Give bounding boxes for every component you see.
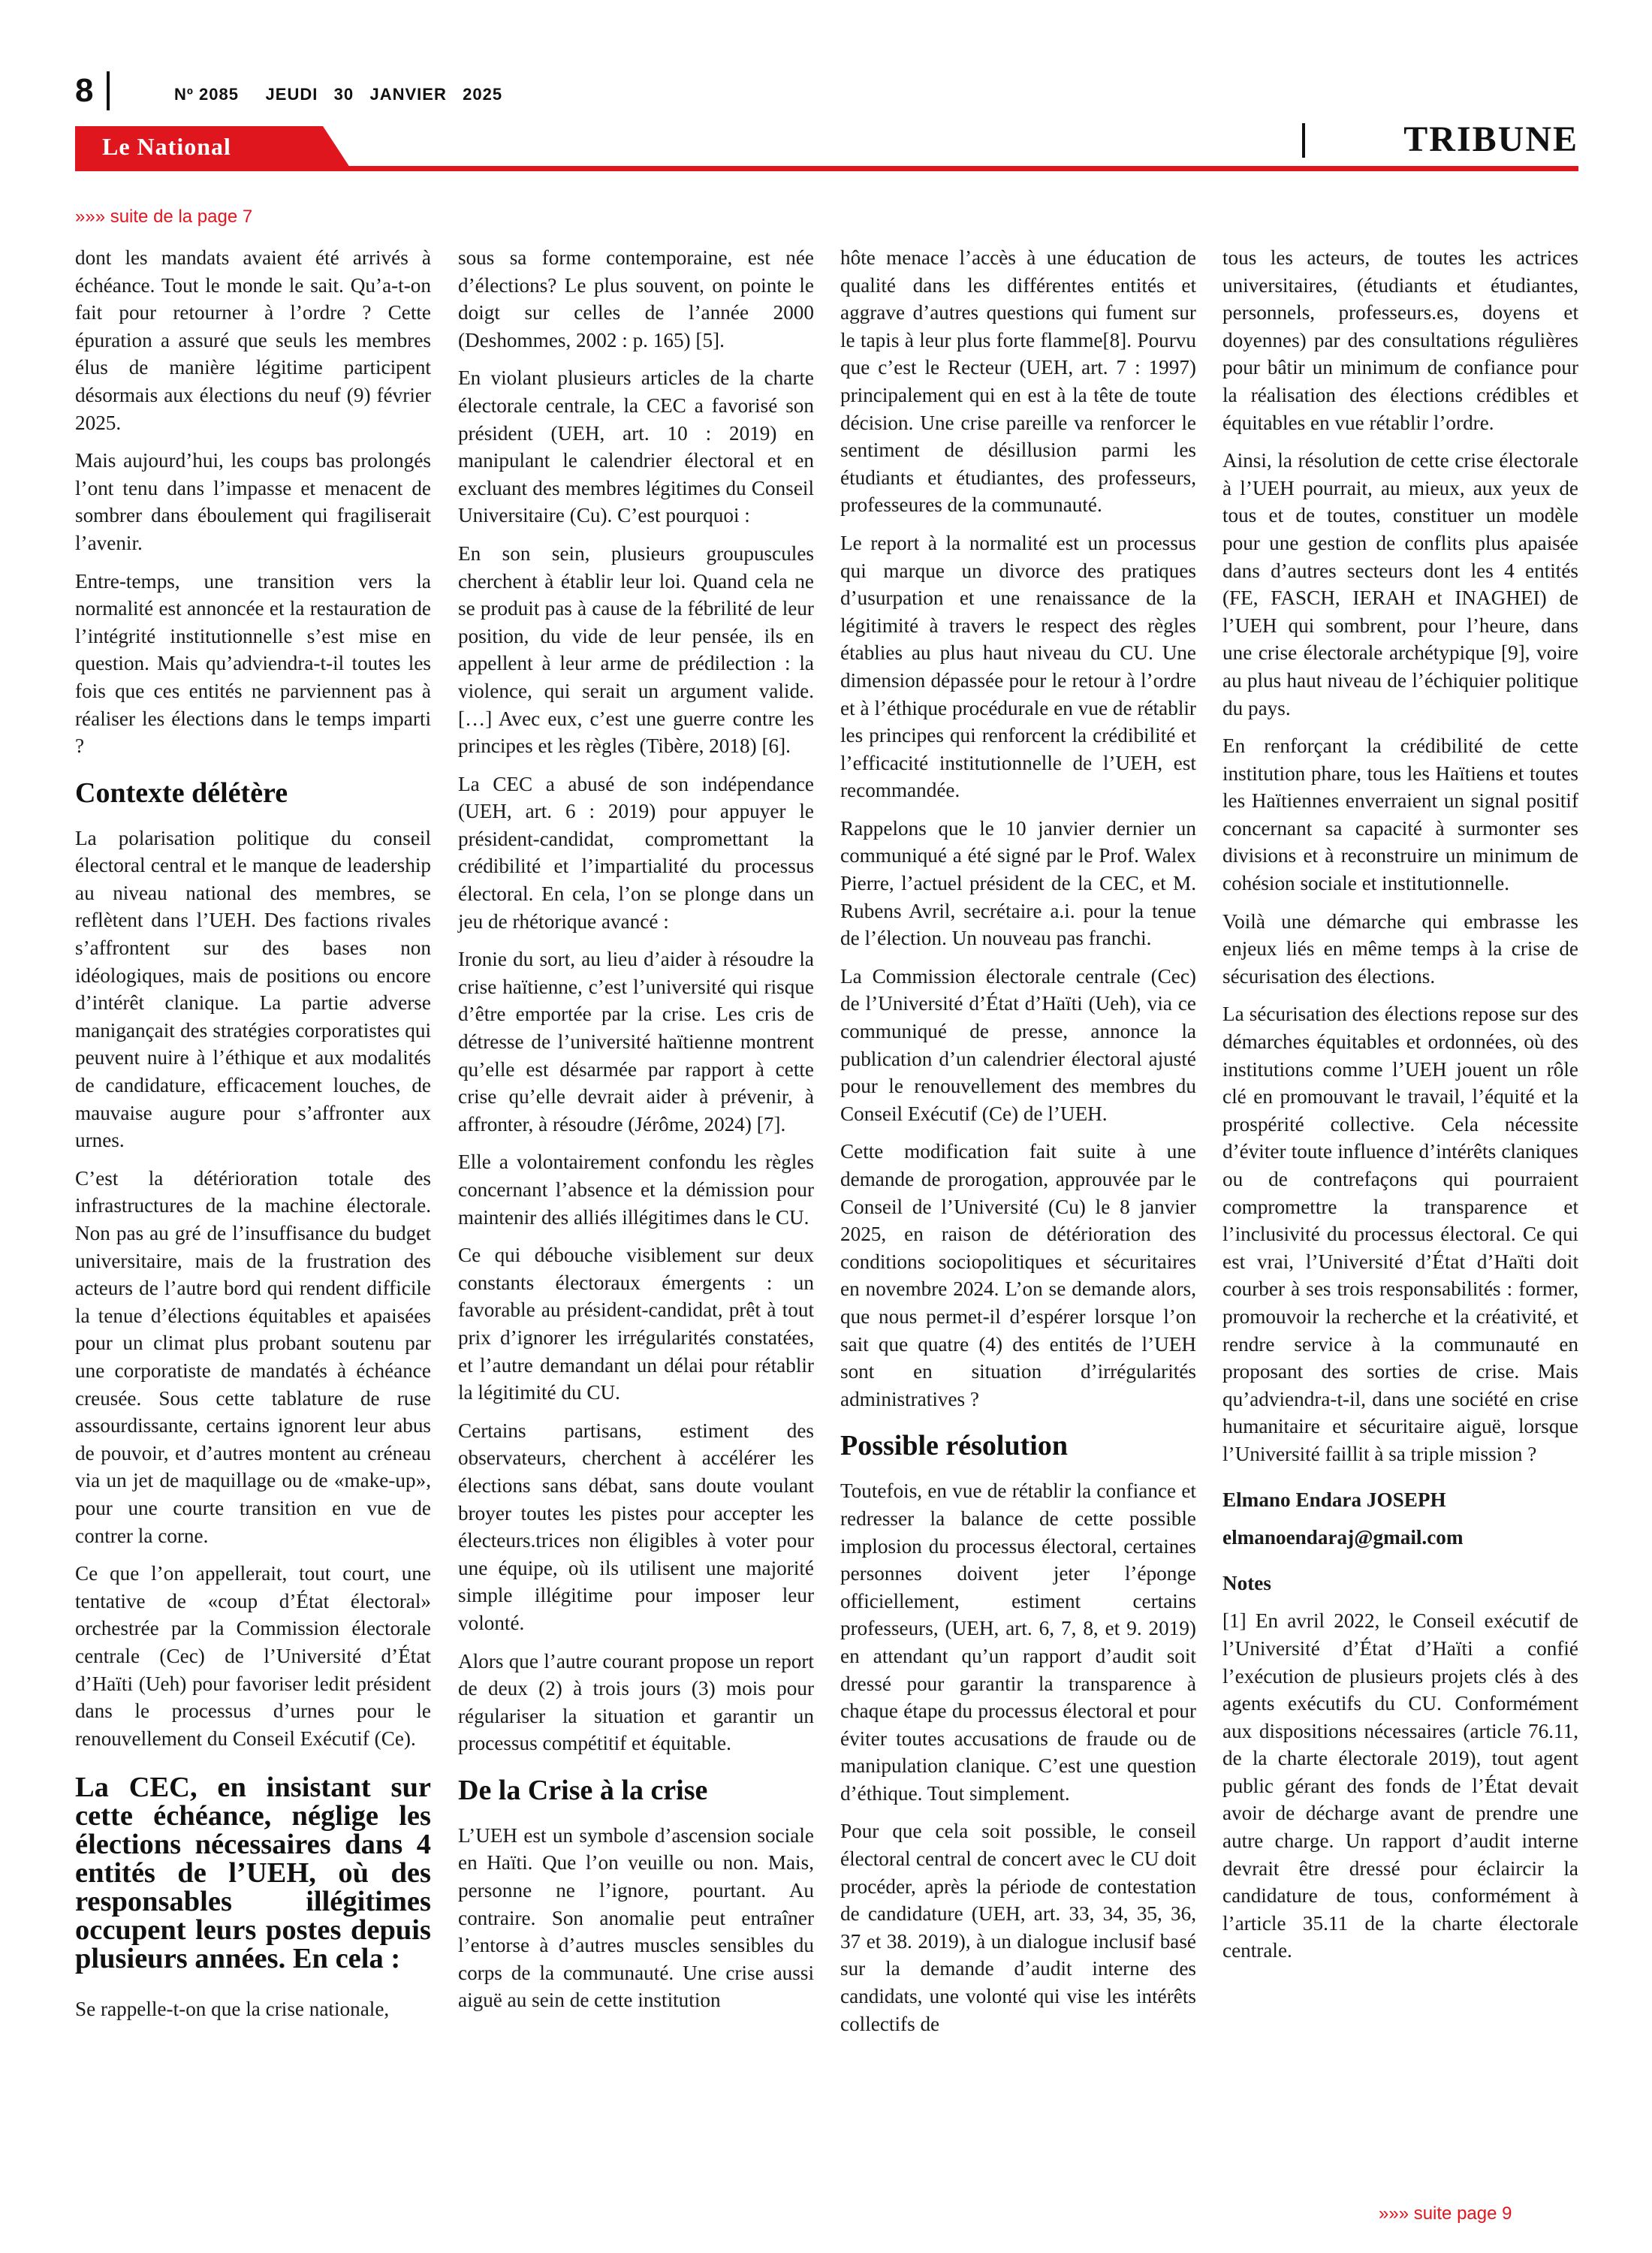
paragraph: En renforçant la crédibilité de cette institution phare, tous les Haïtiens et toutes les Haïtiennes enverraient un signal positif concernant sa capacité à surmonter ses divisions et à reconstruire un minimum de cohésion sociale et institutionnelle.: [1222, 734, 1578, 895]
column-3: [840, 244, 1196, 2037]
footnote: [1] En avril 2022, le Conseil exécutif de l’Université d’État d’Haïti a confié l’exécution de plusieurs projets clés à des agents exécutifs du CU. Conformément aux dispositions nécessaires (article 76.11, de la charte électorale 2019), tout agent public gérant des fonds de l’État devait avoir de décharge avant de prendre une autre charge. Un rapport d’audit interne devrait être dressé pour éclaircir la candidature de tous, conformément à l’article 35.11 de la charte électorale centrale.: [1222, 1609, 1578, 1962]
header-rule: [75, 166, 1578, 171]
subheading: Possible résolution: [840, 1430, 1068, 1462]
continued-to-link[interactable]: »»» suite page 9: [1379, 2203, 1512, 2224]
paragraph: Elle a volontairement confondu les règles concernant l’absence et la démission pour maintenir des alliés illégitimes dans le CU.: [458, 1151, 814, 1229]
paragraph: dont les mandats avaient été arrivés à échéance. Tout le monde le sait. Qu’a-t-on fait pour retourner à l’ordre ? Cette épuration a assuré que seuls les membres élus de manière légitime participent désormais aux élections du neuf (9) février 2025.: [75, 246, 431, 434]
paragraph: tous les acteurs, de toutes les actrices universitaires, (étudiants et étudiantes, personnels, professeurs.es, doyens et doyennes) par des consultations régulières pour bâtir un minimum de confiance pour la réalisation des élections crédibles et équitables en vue rétablir l’ordre.: [1222, 246, 1578, 434]
paragraph: Voilà une démarche qui embrasse les enjeux liés en même temps à la crise de sécurisation des élections.: [1222, 909, 1578, 988]
paragraph: Pour que cela soit possible, le conseil électoral central de concert avec le CU doit procéder, après la période de contestation de candidature (UEH, art. 33, 34, 35, 36, 37 et 38. 2019), à un dialogue inclusif basé sur la demande d’audit interne des candidats, une volonté qui vise les intérêts collectifs de: [840, 1820, 1196, 2035]
paragraph: La Commission électorale centrale (Cec) de l’Université d’État d’Haïti (Ueh), via ce communiqué de presse, annonce la publication d’un calendrier électoral ajusté pour le renouvellement des membres du Conseil Exécutif (Ce) de l’UEH.: [840, 964, 1196, 1125]
paragraph: Mais aujourd’hui, les coups bas prolongés l’ont tenu dans l’impasse et menacent de sombrer dans éboulement qui fragiliserait l’avenir.: [75, 449, 431, 554]
paragraph: En violant plusieurs articles de la charte électorale centrale, la CEC a favorisé son président (UEH, art. 10 : 2019) en manipulant le calendrier électoral et en excluant des membres légitimes du Conseil Universitaire (Cu). C’est pourquoi :: [458, 366, 814, 527]
pull-quote: La CEC, en insistant sur cette échéance, néglige les élections nécessaires dans 4 entités de l’UEH, où des responsables illégitimes occupent leurs postes depuis plusieurs années. En cela :: [75, 1772, 431, 1975]
paragraph: Ce qui débouche visiblement sur deux constants électoraux émergents : un favorable au président-candidat, prêt à tout prix d’ignorer les irrégularités constatées, et l’autre demandant un délai pour rétablir la légitimité du CU.: [458, 1244, 814, 1404]
paragraph: Certains partisans, estiment des observateurs, cherchent à accélérer les élections sans débat, sans doute voulant broyer toutes les pistes pour accepter les électeurs.trices non éligibles à voter pour une équipe, où ils utilisent une majorité simple illégitime pour imposer leur volonté.: [458, 1419, 814, 1634]
column-2: [458, 244, 814, 2014]
continued-from-link[interactable]: »»» suite de la page 7: [75, 207, 253, 227]
author-email[interactable]: elmanoendaraj@gmail.com: [1222, 1526, 1464, 1549]
section-title: TRIBUNE: [1403, 119, 1578, 159]
section-divider: [1302, 123, 1305, 158]
paragraph: hôte menace l’accès à une éducation de qualité dans les différentes entités et aggrave d’autres questions qui fument sur le tapis à leur plus forte flamme[8]. Pourvu que c’est le Recteur (UEH, art. 7 : 1997) principalement qui en est à la tête de toute décision. Une crise pareille va renforcer le sentiment de désillusion parmi les étudiants et étudiantes, des professeurs, professeures de la communauté.: [840, 246, 1196, 517]
paragraph: C’est la détérioration totale des infrastructures de la machine électorale. Non pas au gré de l’insuffisance du budget universitaire, mais de la frustration des acteurs de l’autre bord qui rendent difficile la tenue d’élections équitables et apaisées pour un climat plus probant soutenu par une corporatiste de mandatés à échéance creusée. Sous cette tablature de ruse assourdissante, certains ignorent leur abus de pouvoir, et d’autres montent au créneau via un jet de maquillage ou de «make-up», pour une courte transition en vue de contrer la corne.: [75, 1166, 431, 1547]
issue-date: Nº 2085 JEUDI 30 JANVIER 2025: [174, 85, 503, 104]
paragraph: sous sa forme contemporaine, est née d’élections? Le plus souvent, on pointe le doigt sur celles de l’année 2000 (Deshommes, 2002 : p. 165) [5].: [458, 246, 814, 351]
paragraph: Alors que l’autre courant propose un report de deux (2) à trois jours (3) mois pour régulariser la situation et garantir un processus compétitif et équitable.: [458, 1649, 814, 1755]
column-4: [1222, 244, 1578, 1965]
column-1: [75, 244, 431, 2023]
author-name: Elmano Endara JOSEPH: [1222, 1488, 1446, 1511]
paragraph: Se rappelle-t-on que la crise nationale,: [75, 1998, 390, 2021]
paragraph: Ce que l’on appellerait, tout court, une tentative de «coup d’État électoral» orchestrée par la Commission électorale centrale (Cec) de l’Université d’État d’Haïti (Ueh) pour favoriser ledit président dans le processus d’urnes pour le renouvellement du Conseil Exécutif (Ce).: [75, 1562, 431, 1750]
subheading: De la Crise à la crise: [458, 1774, 708, 1806]
header-divider: [107, 71, 110, 110]
page-number: 8: [75, 72, 94, 109]
notes-title: Notes: [1222, 1571, 1271, 1594]
paragraph: Ironie du sort, au lieu d’aider à résoudre la crise haïtienne, c’est l’université qui risque d’être emportée par la crise. Les cris de détresse de l’université haïtienne montrent qu’elle est désarmée par rapport à cette crise qu’elle devrait aider à prévenir, à affronter, à résoudre (Jérôme, 2024) [7].: [458, 948, 814, 1136]
brand-logo: Le National: [102, 133, 231, 160]
paragraph: Le report à la normalité est un processus qui marque un divorce des pratiques d’usurpation et une renaissance de la légitimité à travers le respect des règles établies au plus haut niveau du CU. Une dimension dépassée pour le retour à l’ordre et à l’éthique procédurale en vue de rétablir les principes qui renforcent la crédibilité et l’efficacité institutionnelle de l’UEH, est recommandée.: [840, 531, 1196, 802]
paragraph: Toutefois, en vue de rétablir la confiance et redresser la balance de cette possible implosion du processus électoral, certaines personnes doivent jeter l’éponge officiellement, estiment certains professeurs, (UEH, art. 6, 7, 8, et 9. 2019) en attendant qu’un rapport d’audit soit dressé pour garantir la transparence à chaque étape du processus électoral et pour éviter toutes accusations de fraude ou de manipulation clanique. C’est une question d’éthique. Tout simplement.: [840, 1479, 1196, 1805]
paragraph: En son sein, plusieurs groupuscules cherchent à établir leur loi. Quand cela ne se produit pas à cause de la fébrilité de leur position, du vide de leur pensée, ils en appellent à leur arme de prédilection : la violence, qui serait un argument valide. […] Avec eux, c’est une guerre contre les principes et les règles (Tibère, 2018) [6].: [458, 541, 814, 758]
paragraph: Cette modification fait suite à une demande de prorogation, approuvée par le Conseil de l’Université (Cu) le 8 janvier 2025, en raison de détérioration des conditions sociopolitiques et sécuritaires en novembre 2024. L’on se demande alors, que nous permet-il d’espérer lorsque l’on sait que quatre (4) des entités de l’UEH sont en situation d’irrégularités administratives ?: [840, 1140, 1196, 1410]
paragraph: La polarisation politique du conseil électoral central et le manque de leadership au niveau national des membres, se reflètent dans l’UEH. Des factions rivales s’affrontent sur des bases non idéologiques, mais de positions ou encore d’intérêt clanique. La partie adverse manigançait des stratégies corporatistes qui peuvent nuire à l’éthique et aux modalités de candidature, efficacement louches, de mauvaise augure pour s’affronter aux urnes.: [75, 826, 431, 1152]
paragraph: Ainsi, la résolution de cette crise électorale à l’UEH pourrait, au mieux, aux yeux de tous et de toutes, constituer un modèle pour une gestion de conflits plus apaisée dans d’autres secteurs dont les 4 entités (FE, FASCH, IERAH et INAGHEI) de l’UEH qui sombrent, pour l’heure, dans une crise électorale archétypique [9], voire au plus haut niveau de l’échiquier politique du pays.: [1222, 449, 1578, 719]
paragraph: Entre-temps, une transition vers la normalité est annoncée et la restauration de l’intégrité institutionnelle s’est mise en question. Mais qu’adviendra-t-il toutes les fois que ces entités ne parviennent pas à réaliser les élections dans le temps imparti ?: [75, 569, 431, 758]
paragraph: L’UEH est un symbole d’ascension sociale en Haïti. Que l’on veuille ou non. Mais, personne ne l’ignore, pourtant. Au contraire. Son anomalie peut entraîner l’entorse à d’autres muscles sensibles du corps de la communauté. Une crise aussi aiguë au sein de cette institution: [458, 1823, 814, 2012]
paragraph: Rappelons que le 10 janvier dernier un communiqué a été signé par le Prof. Walex Pierre, l’actuel président de la CEC, et M. Rubens Avril, secrétaire a.i. pour la tenue de l’élection. Un nouveau pas franchi.: [840, 816, 1196, 950]
paragraph: La sécurisation des élections repose sur des démarches équitables et ordonnées, où des institutions comme l’UEH jouent un rôle clé en promouvant le travail, l’équité et la prospérité collective. Cela nécessite d’éviter toute influence d’intérêts claniques ou de contrefaçons qui pourraient compromettre la transparence et l’inclusivité du processus électoral. Ce qui est vrai, l’Université d’État d’Haïti doit courber à ses trois responsabilités : former, promouvoir la recherche et la créativité, et rendre service à la communauté en proposant des sorties de crise. Mais qu’adviendra-t-il, dans une société en crise humanitaire et sécuritaire aiguë, lorsque l’Université faillit à sa triple mission ?: [1222, 1003, 1578, 1465]
paragraph: La CEC a abusé de son indépendance (UEH, art. 6 : 2019) pour appuyer le président-candidat, compromettant la crédibilité et l’impartialité du processus électoral. En cela, l’on se plonge dans un jeu de rhétorique avancé :: [458, 772, 814, 933]
subheading: Contexte délétère: [75, 777, 288, 809]
